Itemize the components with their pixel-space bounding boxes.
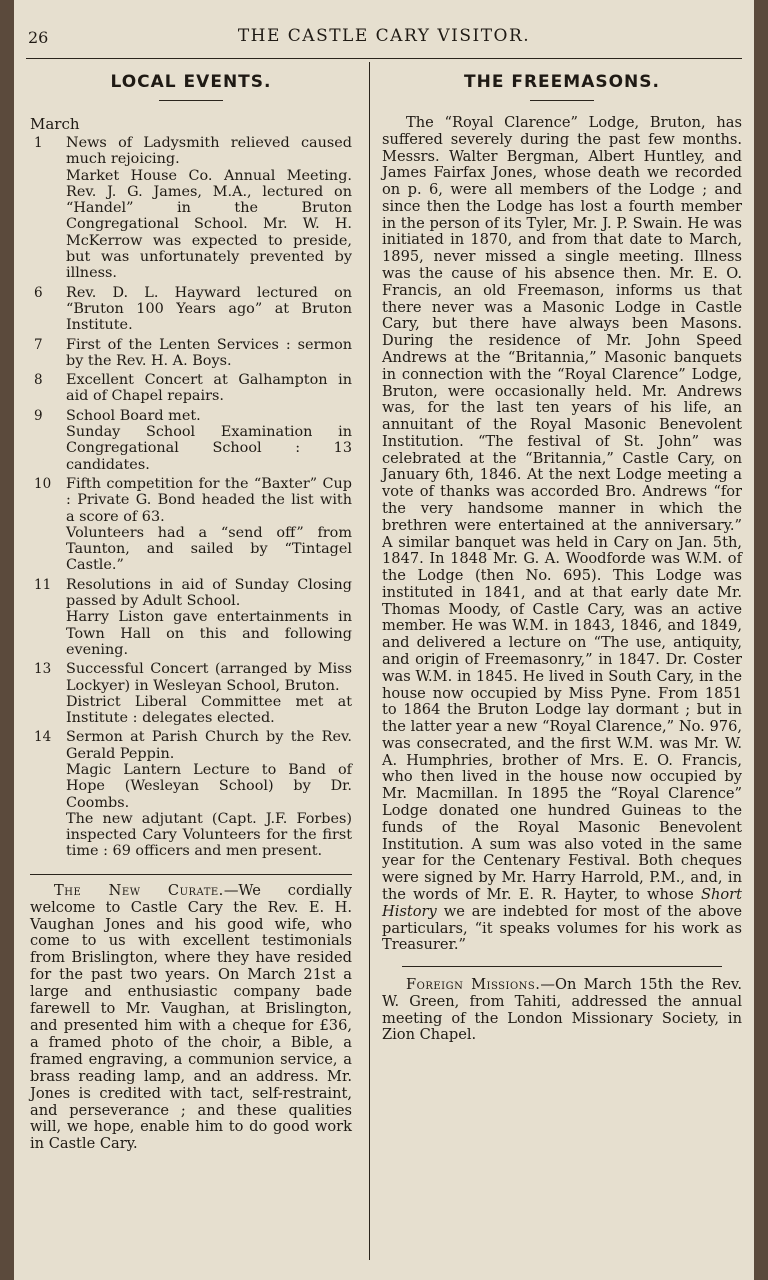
right-column: [382, 70, 742, 1044]
foreign-missions-article: [382, 977, 742, 1044]
article-rule: [30, 874, 352, 875]
event-item: Excellent Concert at Galhampton in aid of Chapel repairs.: [66, 372, 352, 405]
event-body: [66, 476, 352, 574]
event-item: Magic Lantern Lecture to Band of Hope (Wesleyan School) by Dr. Coombs.: [66, 761, 352, 811]
event-item: Rev. D. L. Hayward lectured on “Bruton 100 Years ago” at Bruton Institute.: [66, 284, 352, 334]
event-item: Market House Co. Annual Meeting. Rev. J. G. James, M.A., lectured on “Handel” in the Bruton Congregational School. Mr. W. H. McKerrow was expected to preside, but was unfortunately prevented by illness.: [66, 167, 352, 282]
event-entry: [30, 661, 352, 726]
new-curate-heading: The New Curate.: [54, 881, 224, 899]
event-day: 9: [34, 407, 43, 424]
event-day: 1: [34, 135, 43, 151]
event-body: [66, 408, 352, 473]
event-entry: [30, 408, 352, 473]
event-item: District Liberal Committee met at Institute : delegates elected.: [66, 693, 352, 727]
event-body: [66, 372, 352, 405]
event-item: Fifth competition for the “Baxter” Cup : Private G. Bond headed the list with a score of 63.: [66, 475, 352, 525]
left-column: [30, 70, 352, 1153]
event-day: 8: [34, 372, 43, 389]
event-entry: [30, 337, 352, 370]
new-curate-article: [30, 883, 352, 1154]
title-rule: [530, 100, 594, 101]
page-number: 26: [28, 28, 49, 47]
event-body: [66, 729, 352, 859]
event-item: Volunteers had a “send off” from Taunton, and sailed by “Tintagel Castle.”: [66, 524, 352, 574]
header-rule: [26, 58, 742, 59]
event-item: School Board met.: [66, 407, 201, 424]
event-entry: [30, 476, 352, 574]
publication-title: THE CASTLE CARY VISITOR.: [237, 26, 531, 46]
freemasons-text: The “Royal Clarence” Lodge, Bruton, has suffered severely during the past few months. Messrs. Walter Bergman, Albert Huntley, and James Fairfax Jones, whose death we recorded on p. 6, were all members of the Lodge ; and since then the Lodge has lost a fourth member in the person of its Tyler, Mr. J. P. Swain. He was initiated in 1870, and from that date to March, 1895, never missed a single meeting. Illness was the cause of his absence then. Mr. E. O. Francis, an old Freemason, informs us that there never was a Masonic Lodge in Castle Cary, but there have always been Masons. During the residence of Mr. John Speed Andrews at the “Britannia,” Masonic banquets in connection with the “Royal Clarence” Lodge, Bruton, were occasionally held. Mr. Andrews was, for the last ten years of his life, an annuitant of the Royal Masonic Benevolent Institution. “The festival of St. John” was celebrated at the “Britannia,” Castle Cary, on January 6th, 1846. At the next Lodge meeting a vote of thanks was accorded Bro. Andrews “for the very handsome manner in which the brethren were entertained at the anniversary.” A similar banquet was held in Cary on Jan. 5th, 1847. In 1848 Mr. G. A. Woodforde was W.M. of the Lodge (then No. 695). This Lodge was instituted in 1841, and at that early date Mr. Thomas Moody, of Castle Cary, was an active member. He was W.M. in 1843, 1846, and 1849, and delivered a lecture on “The use, antiquity, and origin of Freemasonry,” in 1847. Dr. Coster was W.M. in 1845. He lived in South Cary, in the house now occupied by Miss Pyne. From 1851 to 1864 the Bruton Lodge lay dormant ; but in the latter year a new “Royal Clarence,” No. 976, was consecrated, and the first W.M. was Mr. W. A. Humphries, brother of Mrs. E. O. Francis, who then lived in the house now occupied by Mr. Macmillan. In 1895 the “Royal Clarence” Lodge donated one hundred Guineas to the funds of the Royal Masonic Benevolent Institution. A sum was also voted in the same year for the Centenary Festival. Both cheques were signed by Mr. Harry Harrold, P.M., and, in the words of Mr. E. R. Hayter, to whose: [382, 114, 742, 903]
event-entry: [30, 135, 352, 282]
new-curate-text: —We cordially welcome to Castle Cary the Rev. E. H. Vaughan Jones and his good wife, who come to us with excellent testimonials from Brislington, where they have resided for the past two years. On March 21st a large and enthusiastic company bade farewell to Mr. Vaughan, at Brislington, and presented him with a cheque for £36, a framed photo of the choir, a Bible, a framed engraving, a communion service, a brass reading lamp, and an address. Mr. Jones is credited with tact, self-restraint, and perseverance ; and these qualities will, we hope, enable him to do good work in Castle Cary.: [30, 881, 352, 1153]
event-item: Successful Concert (arranged by Miss Lockyer) in Wesleyan School, Bruton.: [66, 661, 352, 694]
freemasons-article: [382, 115, 742, 954]
event-day: 13: [34, 661, 52, 678]
event-entry: [30, 285, 352, 334]
event-entry: [30, 372, 352, 405]
freemasons-text-end: we are indebted for most of the above particulars, “it speaks volumes for his work as Treasurer.”: [382, 902, 742, 954]
event-item: Resolutions in aid of Sunday Closing passed by Adult School.: [66, 576, 352, 610]
event-item: News of Ladysmith relieved caused much rejoicing.: [66, 135, 352, 168]
event-day: 7: [34, 336, 43, 353]
event-item: Sermon at Parish Church by the Rev. Gerald Peppin.: [66, 729, 352, 762]
events-list: [30, 135, 352, 860]
event-entry: [30, 729, 352, 859]
event-body: [66, 135, 352, 282]
event-day: 11: [34, 576, 52, 593]
event-body: [66, 285, 352, 334]
event-body: [66, 577, 352, 658]
event-item: Sunday School Examination in Congregational School : 13 candidates.: [66, 424, 352, 473]
event-day: 6: [34, 284, 43, 301]
foreign-missions-heading: Foreign Missions.: [406, 976, 541, 994]
event-day: 10: [34, 475, 52, 492]
running-header: [14, 22, 754, 52]
title-rule: [159, 100, 223, 101]
event-item: The new adjutant (Capt. J.F. Forbes) inspected Cary Volunteers for the first time : 69 officers and men present.: [66, 810, 352, 860]
event-entry: [30, 577, 352, 658]
month-label: March: [30, 115, 80, 133]
event-day: 14: [34, 729, 52, 746]
event-item: Harry Liston gave entertainments in Town Hall on this and following evening.: [66, 609, 352, 658]
event-body: [66, 337, 352, 370]
freemasons-title: THE FREEMASONS.: [464, 72, 660, 92]
local-events-title: LOCAL EVENTS.: [110, 72, 272, 92]
event-item: First of the Lenten Services : sermon by the Rev. H. A. Boys.: [66, 336, 352, 369]
event-body: [66, 661, 352, 726]
short-history-reference: Short History: [382, 885, 742, 920]
newspaper-page: [14, 0, 754, 1280]
foreign-missions-text: —On March 15th the Rev. W. Green, from Tahiti, addressed the annual meeting of the London Missionary Society, in Zion Chapel.: [382, 976, 742, 1044]
column-divider: [369, 62, 370, 1260]
article-rule: [402, 966, 722, 967]
